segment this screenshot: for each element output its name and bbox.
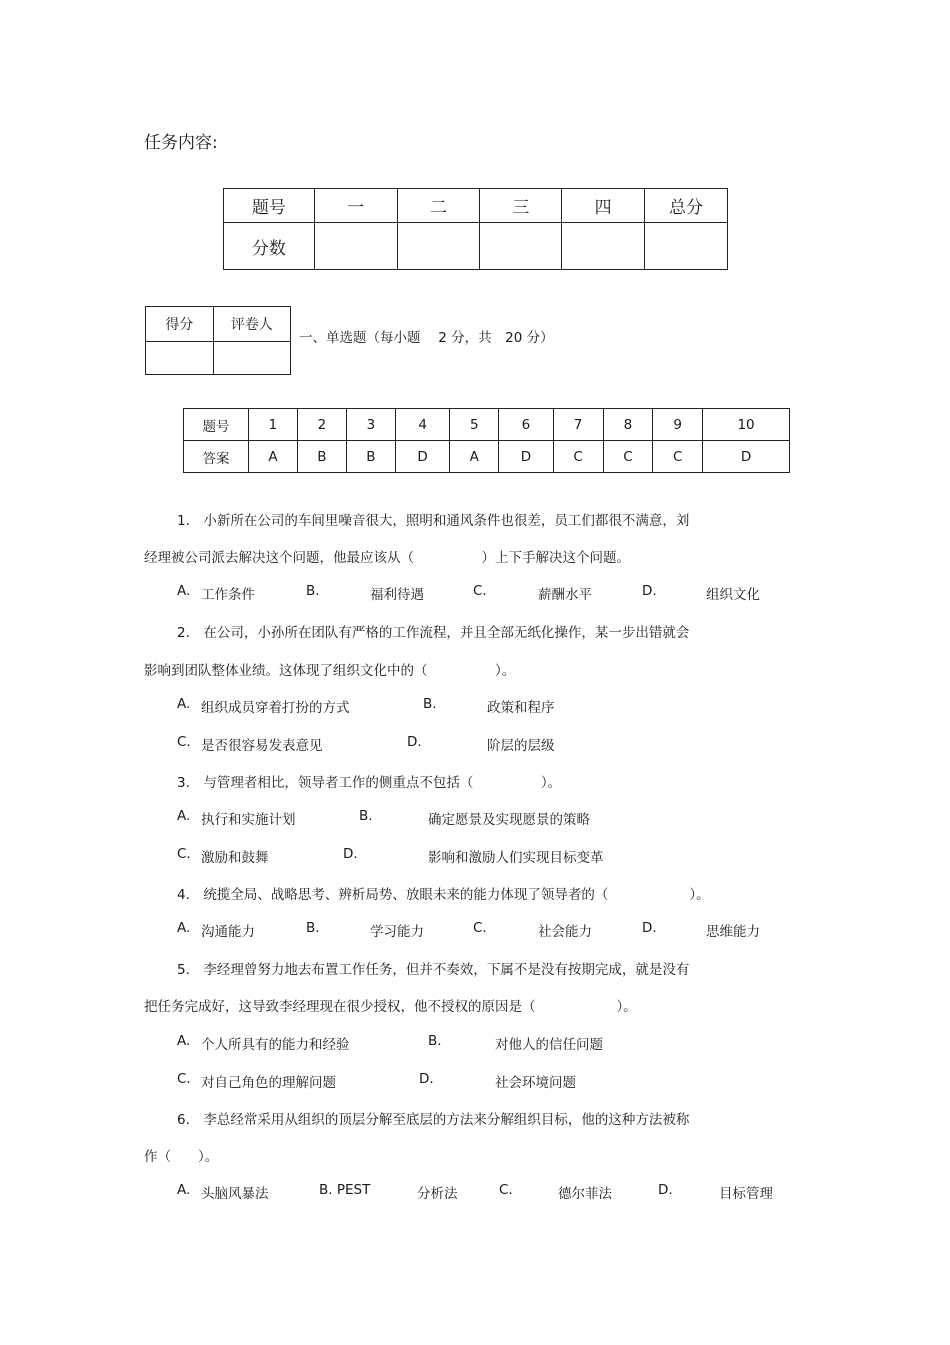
answer-cell: A [249,441,298,473]
option-text: 福利待遇 [370,587,424,603]
answer-row-label: 答案 [184,441,249,473]
answer-cell: D [395,441,449,473]
option-text: 执行和实施计划 [201,812,296,828]
section-title: 一、单选题（每小题 2 分，共 20 分） [299,330,554,346]
question-number-cell: 5 [450,409,499,441]
grader-blank-cell [213,342,290,375]
option-text: 思维能力 [706,924,760,940]
option-text: 个人所具有的能力和经验 [201,1037,350,1053]
answer-cell: D [499,441,553,473]
score-label: 得分 [146,307,214,342]
option-letter: A. [177,1182,191,1198]
score-header-cell: 三 [480,189,562,223]
score-blank-cell [397,223,480,270]
question-number-cell: 10 [703,409,790,441]
score-header-row [224,189,728,223]
option-text: 社会环境问题 [495,1075,576,1091]
answer-value-row [184,441,790,473]
option-letter: A. [177,920,191,936]
answer-cell: C [603,441,653,473]
score-summary-table [223,188,728,270]
question-text-line: 3. 与管理者相比，领导者工作的侧重点不包括（ ）。 [177,775,562,791]
option-letter: D. [419,1071,434,1087]
option-letter: A. [177,1033,191,1049]
option-text: 薪酬水平 [538,587,592,603]
question-text-line: 1. 小新所在公司的车间里噪音很大，照明和通风条件也很差，员工们都很不满意，刘 [177,513,690,529]
question-text-line: 6. 李总经常采用从组织的顶层分解至底层的方法来分解组织目标，他的这种方法被称 [177,1112,690,1128]
option-text: 社会能力 [538,924,592,940]
score-blank-cell [562,223,645,270]
option-letter: D. [642,583,657,599]
question-text-line: 影响到团队整体业绩。这体现了组织文化中的（ ）。 [144,663,516,679]
answer-cell: B [297,441,346,473]
option-letter: C. [473,920,487,936]
answer-cell: C [553,441,603,473]
option-text: 学习能力 [370,924,424,940]
score-header-cell: 一 [314,189,397,223]
option-letter: B. [306,920,320,936]
option-letter: D. [642,920,657,936]
option-letter: B. PEST [319,1182,371,1198]
option-text: 德尔菲法 [558,1186,612,1202]
grader-label: 评卷人 [213,307,290,342]
answer-cell: C [653,441,703,473]
grader-table [145,306,291,375]
answer-cell: D [703,441,790,473]
option-letter: B. [423,696,437,712]
answer-cell: A [450,441,499,473]
question-number-cell: 2 [297,409,346,441]
question-text-line: 经理被公司派去解决这个问题，他最应该从（ ）上下手解决这个问题。 [144,550,630,566]
question-number-cell: 9 [653,409,703,441]
score-blank-cell [314,223,397,270]
score-value-row [224,223,728,270]
option-letter: B. [428,1033,442,1049]
question-text-line: 5. 李经理曾努力地去布置工作任务，但并不奏效，下属不是没有按期完成，就是没有 [177,962,690,978]
option-text: 对自己角色的理解问题 [201,1075,336,1091]
answer-number-row [184,409,790,441]
option-text: 头脑风暴法 [201,1186,269,1202]
option-letter: C. [177,734,191,750]
task-title: 任务内容: [144,133,218,153]
question-number-cell: 3 [346,409,395,441]
score-row-label: 分数 [224,223,315,270]
option-text: 政策和程序 [487,700,555,716]
answer-cell: B [346,441,395,473]
option-letter: B. [359,808,373,824]
option-letter: D. [343,846,358,862]
option-text: 确定愿景及实现愿景的策略 [428,812,590,828]
option-text: 目标管理 [719,1186,773,1202]
score-blank-cell [146,342,214,375]
question-text-line: 把任务完成好，这导致李经理现在很少授权，他不授权的原因是（ ）。 [144,999,637,1015]
option-letter: A. [177,808,191,824]
question-number-cell: 7 [553,409,603,441]
option-letter: D. [407,734,422,750]
option-text: 影响和激励人们实现目标变革 [428,850,604,866]
score-header-cell: 二 [397,189,480,223]
option-letter: C. [499,1182,513,1198]
option-text: 分析法 [417,1186,458,1202]
option-letter: A. [177,696,191,712]
question-text-line: 2. 在公司，小孙所在团队有严格的工作流程，并且全部无纸化操作，某一步出错就会 [177,625,690,641]
score-blank-cell [480,223,562,270]
answer-row-label: 题号 [184,409,249,441]
question-number-cell: 1 [249,409,298,441]
option-text: 阶层的层级 [487,738,555,754]
option-letter: A. [177,583,191,599]
option-text: 激励和鼓舞 [201,850,269,866]
option-letter: B. [306,583,320,599]
option-text: 组织成员穿着打扮的方式 [201,700,350,716]
option-text: 对他人的信任问题 [495,1037,603,1053]
answer-key-table [183,408,790,473]
score-header-cell: 题号 [224,189,315,223]
option-letter: C. [473,583,487,599]
option-text: 沟通能力 [201,924,255,940]
option-letter: C. [177,846,191,862]
option-text: 是否很容易发表意见 [201,738,323,754]
question-number-cell: 4 [395,409,449,441]
question-number-cell: 6 [499,409,553,441]
score-header-cell: 四 [562,189,645,223]
option-letter: D. [658,1182,673,1198]
question-text-line: 4. 统揽全局、战略思考、辨析局势、放眼未来的能力体现了领导者的（ ）。 [177,887,710,903]
question-text-line: 作（ ）。 [144,1149,219,1165]
option-text: 组织文化 [706,587,760,603]
option-text: 工作条件 [201,587,255,603]
question-number-cell: 8 [603,409,653,441]
option-letter: C. [177,1071,191,1087]
score-header-cell: 总分 [645,189,728,223]
score-blank-cell [645,223,728,270]
